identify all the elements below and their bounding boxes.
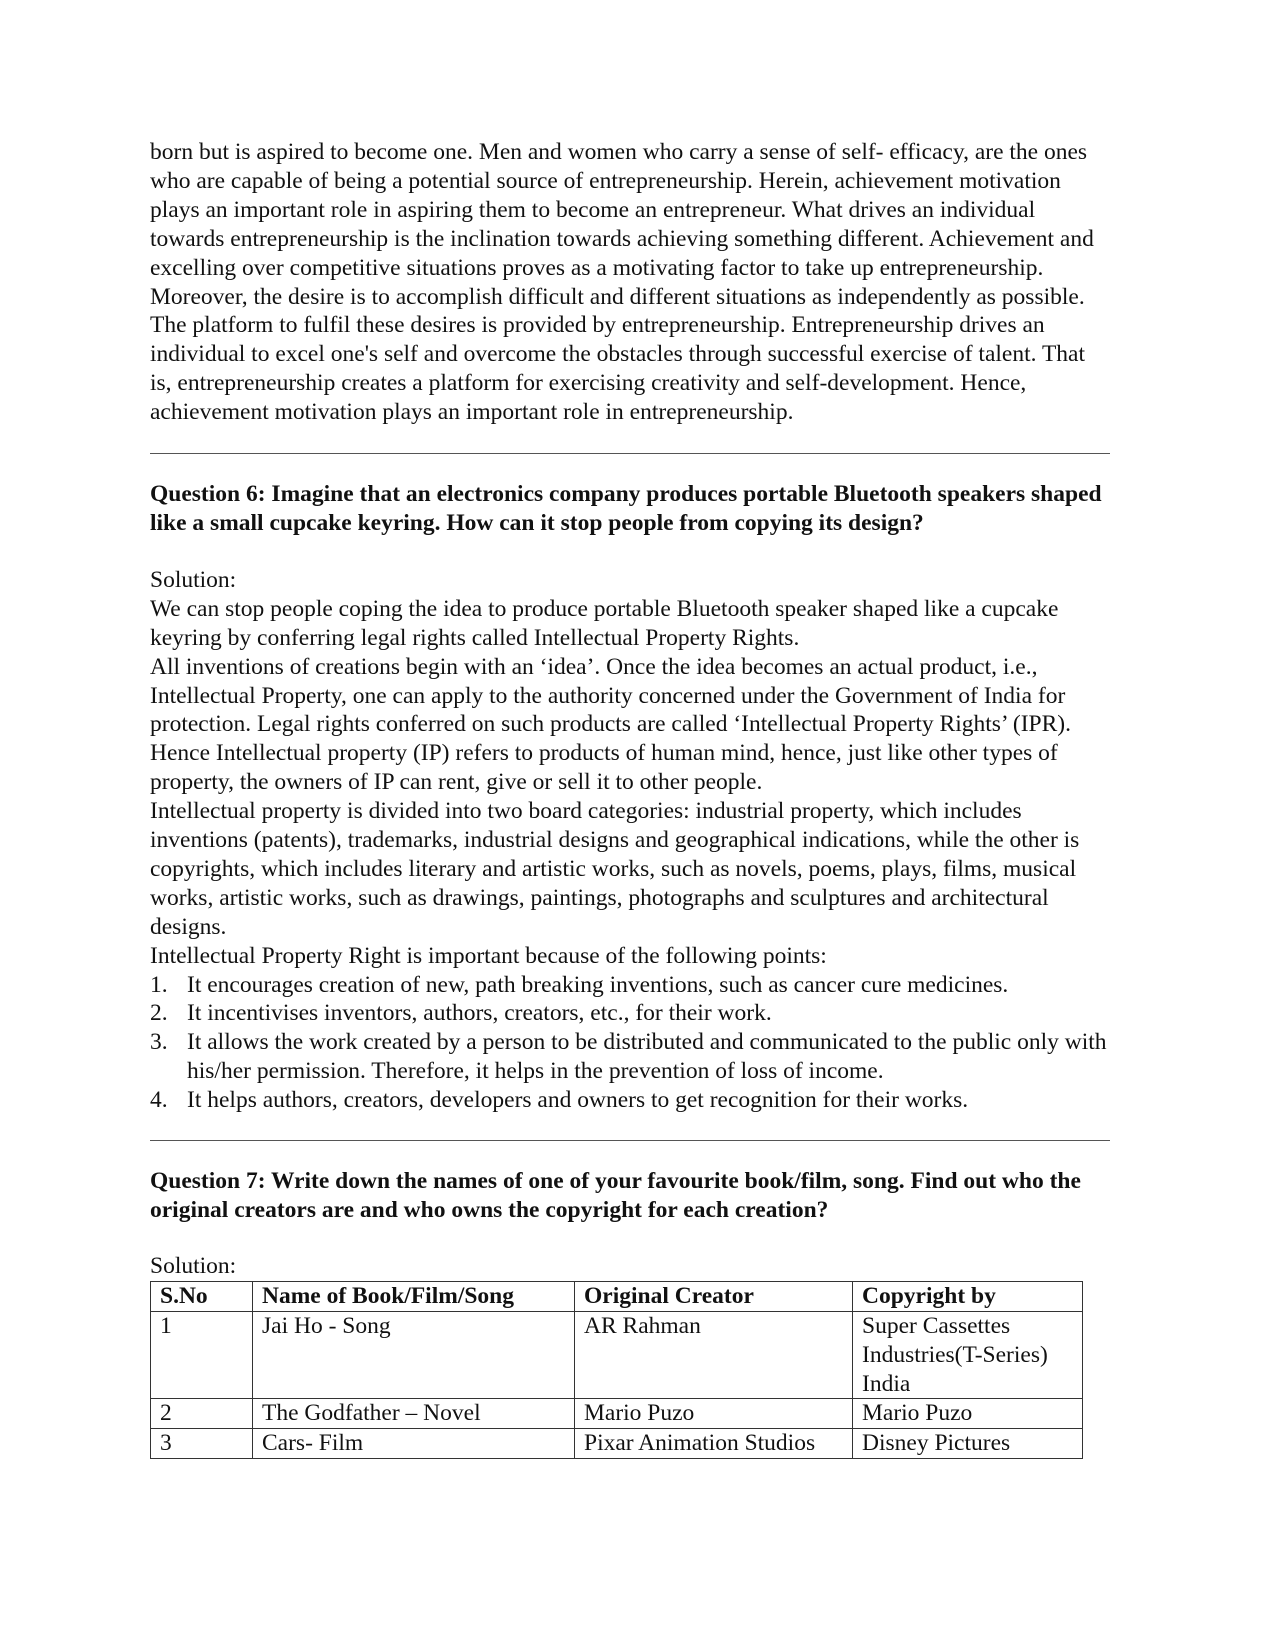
ipr-points-list: [150, 971, 1110, 1116]
section-divider: [150, 1140, 1110, 1141]
table-cell: Cars- Film: [253, 1429, 575, 1459]
solution-label: Solution:: [150, 566, 237, 593]
solution-paragraph: All inventions of creations begin with an ‘idea’. Once the idea becomes an actual product, i.e., Intellectual Property, one can apply to the authority concerned under the Government of India for protection. Legal rights conferred on such products are called ‘Intellectual Property Rights’ (IPR). Hence Intellectual property (IP) refers to products of human mind, hence, just like other types of property, the owners of IP can rent, give or sell it to other people.: [150, 653, 1071, 796]
table-cell: Pixar Animation Studios: [575, 1429, 853, 1459]
table-header-cell: Original Creator: [575, 1281, 853, 1311]
table-cell: Disney Pictures: [853, 1429, 1083, 1459]
intro-paragraph: born but is aspired to become one. Men and women who carry a sense of self- efficacy, are the ones who are capable of being a potential source of entrepreneurship. Herein, achievement motivation plays an important role in aspiring them to become an entrepreneur. What drives an individual towards entrepreneurship is the inclination towards achieving something different. Achievement and excelling over competitive situations proves as a motivating factor to take up entrepreneurship. Moreover, the desire is to accomplish difficult and different situations as independently as possible.: [150, 139, 1094, 310]
table-cell: 2: [151, 1399, 253, 1429]
solution-label: Solution:: [150, 1252, 237, 1279]
table-cell: The Godfather – Novel: [253, 1399, 575, 1429]
table-cell: Super Cassettes Industries(T-Series) India: [853, 1311, 1083, 1399]
intro-paragraph: The platform to fulfil these desires is provided by entrepreneurship. Entrepreneurship drives an individual to excel one's self and overcome the obstacles through successful exercise of talent. That is, entrepreneurship creates a platform for exercising creativity and self-development. Hence, achievement motivation plays an important role in entrepreneurship.: [150, 312, 1086, 426]
solution-paragraph: Intellectual property is divided into two board categories: industrial property, which includes inventions (patents), trademarks, industrial designs and geographical indications, while the other is copyrights, which includes literary and artistic works, such as novels, poems, plays, films, musical works, artistic works, such as drawings, paintings, photographs and sculptures and architectural designs.: [150, 798, 1080, 940]
question-7-heading: Question 7: Write down the names of one of your favourite book/film, song. Find out who the original creators are and who owns the copyright for each creation?: [150, 1168, 1081, 1223]
table-cell: 1: [151, 1311, 253, 1399]
question-6-heading: Question 6: Imagine that an electronics company produces portable Bluetooth speakers shaped like a small cupcake keyring. How can it stop people from copying its design?: [150, 481, 1102, 536]
table-row: [151, 1311, 1083, 1399]
list-number: 2.: [150, 1000, 168, 1027]
list-item: [150, 1086, 1110, 1115]
table-header-cell: Name of Book/Film/Song: [253, 1281, 575, 1311]
table-row: [151, 1399, 1083, 1429]
table-cell: Jai Ho - Song: [253, 1311, 575, 1399]
list-number: 3.: [150, 1029, 168, 1056]
list-item-text: It incentivises inventors, authors, creators, etc., for their work.: [187, 1000, 772, 1027]
table-cell: Mario Puzo: [853, 1399, 1083, 1429]
document-page: [150, 138, 1110, 1459]
table-cell: 3: [151, 1429, 253, 1459]
section-divider: [150, 453, 1110, 454]
table-cell: Mario Puzo: [575, 1399, 853, 1429]
copyright-table: [150, 1281, 1083, 1459]
table-header-cell: Copyright by: [853, 1281, 1083, 1311]
list-item-text: It encourages creation of new, path breaking inventions, such as cancer cure medicines.: [187, 971, 1009, 998]
solution-paragraph: We can stop people coping the idea to produce portable Bluetooth speaker shaped like a cupcake keyring by conferring legal rights called Intellectual Property Rights.: [150, 595, 1059, 651]
list-item: [150, 1028, 1110, 1086]
list-item-text: It allows the work created by a person to be distributed and communicated to the public only with his/her permission. Therefore, it helps in the prevention of loss of income.: [187, 1029, 1107, 1085]
table-header-row: [151, 1281, 1083, 1311]
list-number: 1.: [150, 971, 168, 998]
table-header-cell: S.No: [151, 1281, 253, 1311]
list-item: [150, 971, 1110, 1000]
list-item: [150, 999, 1110, 1028]
table-row: [151, 1429, 1083, 1459]
list-number: 4.: [150, 1087, 168, 1114]
table-cell: AR Rahman: [575, 1311, 853, 1399]
list-item-text: It helps authors, creators, developers and owners to get recognition for their works.: [187, 1087, 969, 1114]
solution-paragraph: Intellectual Property Right is important because of the following points:: [150, 942, 827, 969]
